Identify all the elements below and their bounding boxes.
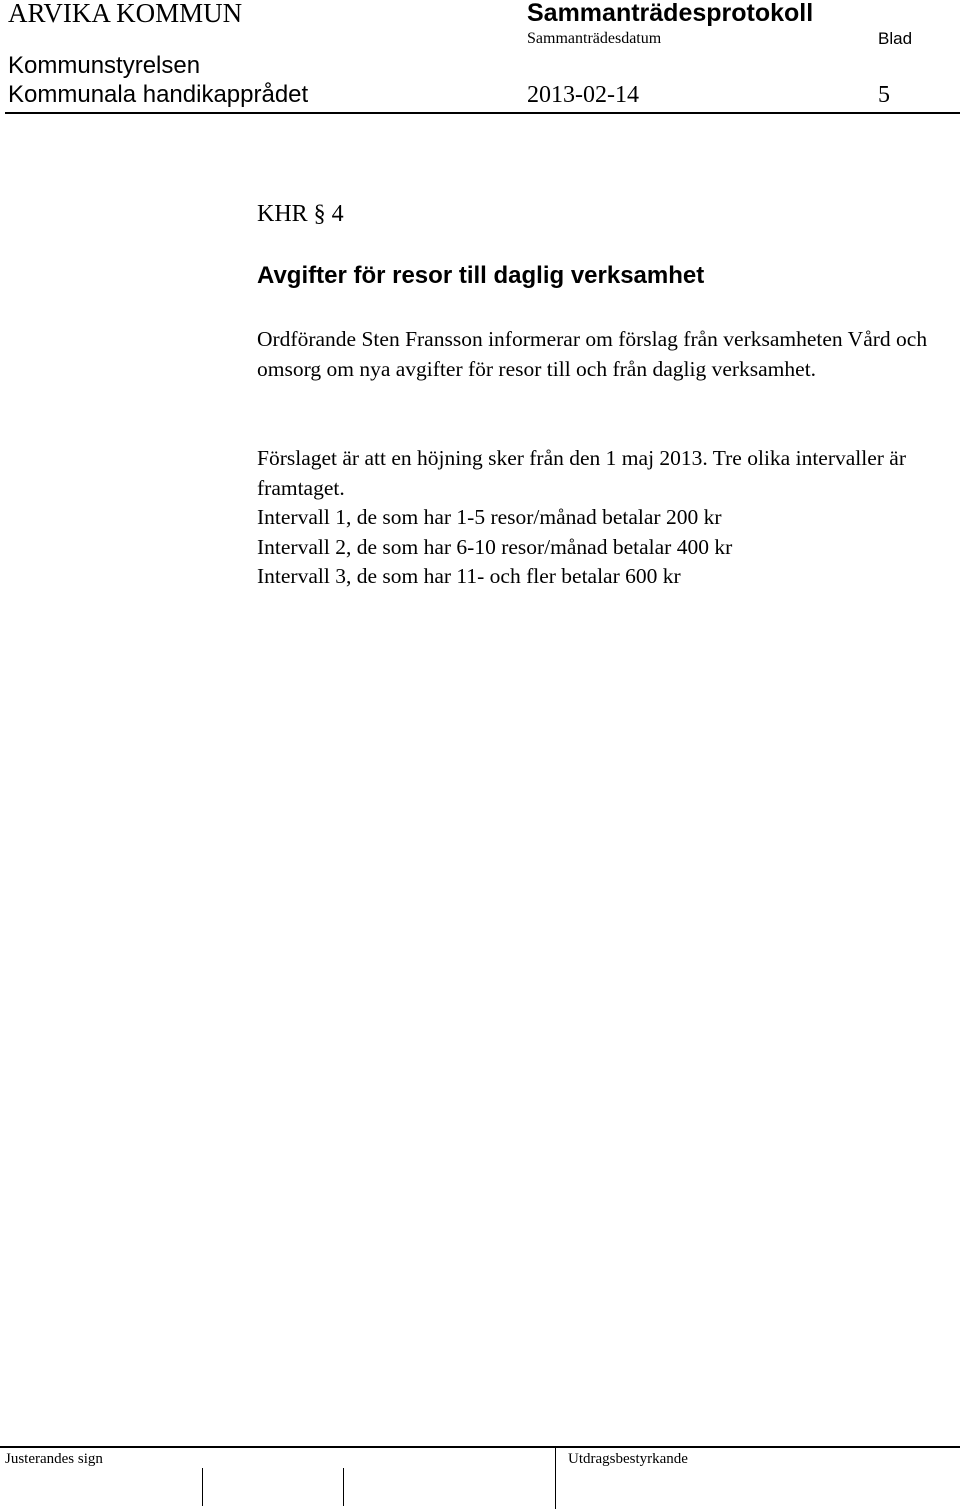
paragraph-text: Förslaget är att en höjning sker från den 1 maj 2013. Tre olika intervaller är framtaget. bbox=[257, 446, 907, 500]
organization-name: ARVIKA KOMMUN bbox=[8, 0, 243, 28]
paragraph-number: KHR § 4 bbox=[257, 201, 344, 227]
page-label: Blad bbox=[878, 29, 913, 48]
meeting-date: 2013-02-14 bbox=[527, 82, 639, 108]
paragraph-text: Ordförande Sten Fransson informerar om förslag från verksamheten Vård och omsorg om nya avgifter för resor till och från daglig verksamhet. bbox=[257, 327, 928, 381]
department-name: Kommunstyrelsen bbox=[8, 52, 201, 79]
header-divider bbox=[5, 112, 960, 114]
meeting-date-label: Sammanträdesdatum bbox=[527, 30, 662, 47]
document-type: Sammanträdesprotokoll bbox=[527, 0, 814, 27]
signature-field-divider bbox=[202, 1468, 203, 1506]
sub-department-name: Kommunala handikapprådet bbox=[8, 81, 309, 108]
interval-line: Intervall 1, de som har 1-5 resor/månad betalar 200 kr bbox=[257, 505, 722, 529]
footer-column-divider bbox=[555, 1447, 556, 1509]
signature-field-divider bbox=[343, 1468, 344, 1506]
footer-certification-label: Utdragsbestyrkande bbox=[568, 1451, 688, 1467]
interval-line: Intervall 3, de som har 11- och fler betalar 600 kr bbox=[257, 564, 681, 588]
interval-line: Intervall 2, de som har 6-10 resor/månad betalar 400 kr bbox=[257, 534, 733, 559]
item-title: Avgifter för resor till daglig verksamhet bbox=[257, 262, 705, 289]
body-paragraph bbox=[257, 325, 937, 384]
footer-signature-label: Justerandes sign bbox=[5, 1451, 103, 1467]
page-number: 5 bbox=[878, 82, 890, 108]
proposal-paragraph bbox=[257, 444, 937, 592]
footer-divider bbox=[0, 1446, 960, 1448]
